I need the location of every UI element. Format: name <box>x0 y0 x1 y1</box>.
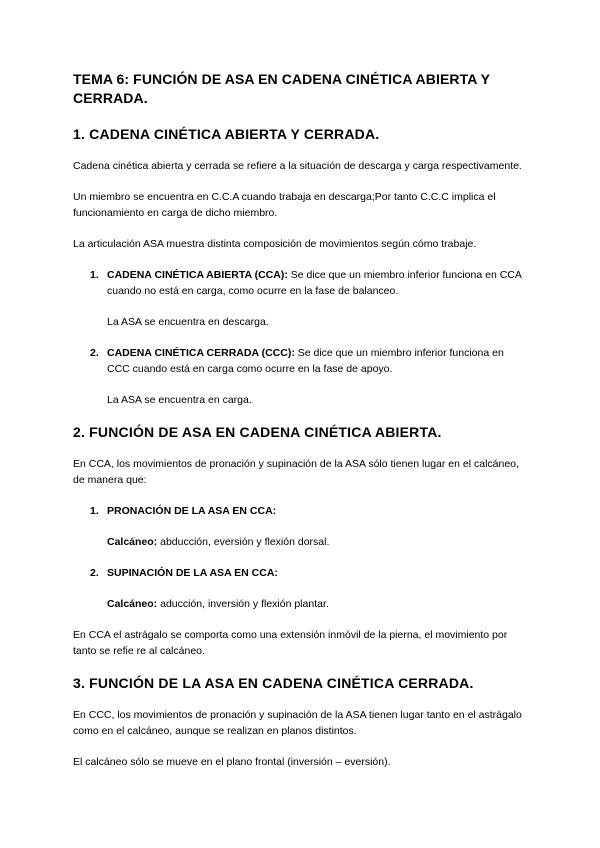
s2-item-2-detail <box>107 596 528 612</box>
detail-label: Calcáneo: <box>107 598 158 610</box>
list-number: 2. <box>90 347 99 359</box>
list-item-term: CADENA CINÉTICA CERRADA (CCC): <box>107 347 295 359</box>
list-item-text: Se dice que un miembro inferior funciona en CCA cuando no está en carga, como ocurre en la fase de balanceo. <box>107 269 522 297</box>
list-number: 2. <box>90 567 99 579</box>
list-item-text: Se dice que un miembro inferior funciona en CCC cuando está en carga como ocurre en la fase de apoyo. <box>107 347 504 375</box>
list-item-term: PRONACIÓN DE LA ASA EN CCA: <box>107 505 277 517</box>
s2-paragraph-1: En CCA, los movimientos de pronación y supinación de la ASA sólo tienen lugar en el calcáneo, de manera que: <box>73 458 519 486</box>
s1-paragraph-2: Un miembro se encuentra en C.C.A cuando trabaja en descarga;Por tanto C.C.C implica el funcionamiento en carga de dicho miembro. <box>73 191 496 219</box>
s1-item-2-note: La ASA se encuentra en carga. <box>107 394 252 406</box>
section-2-heading: 2. FUNCIÓN DE ASA EN CADENA CINÉTICA ABIERTA. <box>73 424 442 440</box>
list-number: 1. <box>90 269 99 281</box>
list-number: 1. <box>90 505 99 517</box>
s2-item-1-detail <box>107 534 528 550</box>
s1-list-item-2 <box>73 345 528 377</box>
s1-item-1-note: La ASA se encuentra en descarga. <box>107 316 269 328</box>
s1-list-item-1 <box>73 267 528 299</box>
s2-list-item-2 <box>73 565 528 581</box>
s1-paragraph-1: Cadena cinética abierta y cerrada se refiere a la situación de descarga y carga respectivamente. <box>73 160 522 172</box>
s3-paragraph-2: El calcáneo sólo se mueve en el plano frontal (inversión – eversión). <box>73 756 391 768</box>
s3-paragraph-1: En CCC, los movimientos de pronación y supinación de la ASA tienen lugar tanto en el astrágalo como en el calcáneo, aunque se realizan en planos distintos. <box>73 709 522 737</box>
list-item-term: CADENA CINÉTICA ABIERTA (CCA): <box>107 269 288 281</box>
document-title: TEMA 6: FUNCIÓN DE ASA EN CADENA CINÉTICA ABIERTA Y CERRADA. <box>73 71 490 106</box>
s1-paragraph-3: La articulación ASA muestra distinta composición de movimientos según cómo trabaje. <box>73 238 477 250</box>
list-item-term: SUPINACIÓN DE LA ASA EN CCA: <box>107 567 278 579</box>
detail-text: aducción, inversión y flexión plantar. <box>157 598 329 610</box>
s2-paragraph-2: En CCA el astrágalo se comporta como una extensión inmóvil de la pierna, el movimiento por tanto se refie re al calcáneo. <box>73 629 508 657</box>
section-3-heading: 3. FUNCIÓN DE LA ASA EN CADENA CINÉTICA CERRADA. <box>73 675 474 691</box>
s2-list-item-1 <box>73 503 528 519</box>
section-1-heading: 1. CADENA CINÉTICA ABIERTA Y CERRADA. <box>73 126 380 142</box>
detail-text: abducción, eversión y flexión dorsal. <box>157 536 330 548</box>
detail-label: Calcáneo: <box>107 536 158 548</box>
